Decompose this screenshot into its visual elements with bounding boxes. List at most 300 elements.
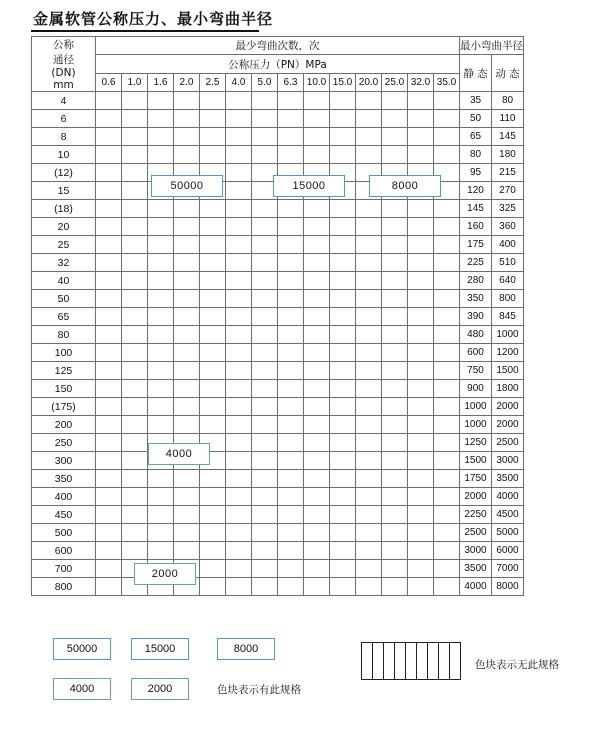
static-radius-cell: 65	[460, 128, 492, 146]
pn-fill-cell	[434, 146, 460, 164]
pn-fill-cell	[200, 362, 226, 380]
pn-fill-cell	[434, 398, 460, 416]
pn-fill-cell	[96, 560, 122, 578]
pn-fill-cell	[226, 182, 252, 200]
pn-value-cell: 6.3	[278, 74, 304, 92]
pn-fill-cell	[174, 380, 200, 398]
legend-swatch: 15000	[131, 638, 189, 660]
pn-fill-cell	[278, 416, 304, 434]
pn-fill-cell	[174, 218, 200, 236]
table-row	[32, 542, 524, 560]
pn-fill-cell	[330, 560, 356, 578]
static-radius-cell: 2000	[460, 488, 492, 506]
pn-fill-cell	[330, 578, 356, 596]
dynamic-radius-cell: 510	[492, 254, 524, 272]
pn-fill-cell	[330, 434, 356, 452]
pn-fill-cell	[356, 128, 382, 146]
pn-fill-cell	[408, 578, 434, 596]
pn-fill-cell	[434, 380, 460, 398]
pn-fill-cell	[434, 344, 460, 362]
dn-cell: 10	[32, 146, 96, 164]
dn-cell: 800	[32, 578, 96, 596]
static-radius-cell: 1500	[460, 452, 492, 470]
pn-fill-cell	[96, 578, 122, 596]
pn-fill-cell	[382, 362, 408, 380]
pn-fill-cell	[408, 200, 434, 218]
pn-fill-cell	[226, 416, 252, 434]
pn-fill-cell	[278, 542, 304, 560]
pn-fill-cell	[434, 416, 460, 434]
pn-fill-cell	[226, 398, 252, 416]
pn-fill-cell	[330, 452, 356, 470]
pn-fill-cell	[330, 380, 356, 398]
pn-fill-cell	[330, 398, 356, 416]
pn-fill-cell	[96, 344, 122, 362]
static-radius-cell: 480	[460, 326, 492, 344]
pn-fill-cell	[408, 398, 434, 416]
static-radius-cell: 280	[460, 272, 492, 290]
pn-fill-cell	[148, 470, 174, 488]
pn-fill-cell	[226, 218, 252, 236]
pn-fill-cell	[408, 380, 434, 398]
static-radius-cell: 50	[460, 110, 492, 128]
dn-header-line-1: 公称	[53, 39, 74, 51]
pn-fill-cell	[382, 254, 408, 272]
pn-fill-cell	[252, 578, 278, 596]
pn-fill-cell	[382, 218, 408, 236]
pn-fill-cell	[304, 290, 330, 308]
dn-cell: 40	[32, 272, 96, 290]
pn-fill-cell	[356, 524, 382, 542]
dynamic-radius-cell: 2500	[492, 434, 524, 452]
pn-fill-cell	[278, 470, 304, 488]
spec-table-container	[31, 36, 524, 596]
pn-value-row	[32, 74, 524, 92]
pn-fill-cell	[304, 506, 330, 524]
pn-fill-cell	[148, 236, 174, 254]
dynamic-radius-cell: 5000	[492, 524, 524, 542]
pn-fill-cell	[304, 92, 330, 110]
pn-fill-cell	[278, 380, 304, 398]
pn-fill-cell	[252, 470, 278, 488]
pn-fill-cell	[408, 92, 434, 110]
pn-fill-cell	[200, 308, 226, 326]
pn-fill-cell	[122, 164, 148, 182]
pn-fill-cell	[96, 110, 122, 128]
pn-fill-cell	[356, 542, 382, 560]
pn-header: 公称压力（PN）MPa	[96, 55, 460, 74]
dynamic-radius-cell: 6000	[492, 542, 524, 560]
static-radius-cell: 175	[460, 236, 492, 254]
static-radius-cell: 4000	[460, 578, 492, 596]
pn-fill-cell	[304, 236, 330, 254]
dynamic-radius-cell: 270	[492, 182, 524, 200]
pn-fill-cell	[356, 254, 382, 272]
pn-fill-cell	[96, 452, 122, 470]
pn-fill-cell	[356, 344, 382, 362]
pn-fill-cell	[252, 326, 278, 344]
pn-fill-cell	[148, 398, 174, 416]
pn-fill-cell	[200, 128, 226, 146]
pn-fill-cell	[226, 578, 252, 596]
dynamic-radius-cell: 180	[492, 146, 524, 164]
pn-fill-cell	[96, 164, 122, 182]
pn-fill-cell	[122, 128, 148, 146]
pn-fill-cell	[304, 254, 330, 272]
pn-fill-cell	[356, 146, 382, 164]
pn-fill-cell	[434, 452, 460, 470]
pn-fill-cell	[122, 218, 148, 236]
page-title: 金属软管公称压力、最小弯曲半径	[33, 10, 274, 28]
table-row	[32, 470, 524, 488]
pn-fill-cell	[330, 92, 356, 110]
pn-fill-cell	[330, 308, 356, 326]
pn-fill-cell	[148, 254, 174, 272]
pn-fill-cell	[174, 110, 200, 128]
pn-fill-cell	[96, 326, 122, 344]
table-row	[32, 254, 524, 272]
dn-cell: 25	[32, 236, 96, 254]
legend-color-note: 色块表示有此规格	[217, 684, 301, 696]
pn-fill-cell	[382, 146, 408, 164]
pn-fill-cell	[252, 236, 278, 254]
pn-fill-cell	[122, 110, 148, 128]
dynamic-radius-cell: 1800	[492, 380, 524, 398]
pn-fill-cell	[434, 290, 460, 308]
pn-fill-cell	[174, 254, 200, 272]
pn-fill-cell	[408, 434, 434, 452]
pn-fill-cell	[174, 326, 200, 344]
callout-label: 8000	[369, 175, 441, 197]
table-row	[32, 380, 524, 398]
pn-fill-cell	[200, 290, 226, 308]
pn-fill-cell	[96, 434, 122, 452]
pn-fill-cell	[356, 578, 382, 596]
pn-fill-cell	[174, 362, 200, 380]
pn-fill-cell	[304, 452, 330, 470]
table-row	[32, 236, 524, 254]
dn-cell: 20	[32, 218, 96, 236]
pn-fill-cell	[278, 254, 304, 272]
pn-fill-cell	[226, 560, 252, 578]
pn-fill-cell	[200, 344, 226, 362]
pn-fill-cell	[330, 416, 356, 434]
dn-cell: 80	[32, 326, 96, 344]
pn-fill-cell	[200, 146, 226, 164]
dn-cell: 150	[32, 380, 96, 398]
pn-fill-cell	[122, 308, 148, 326]
pn-fill-cell	[252, 146, 278, 164]
pn-fill-cell	[434, 254, 460, 272]
pn-value-cell: 1.0	[122, 74, 148, 92]
pn-fill-cell	[148, 146, 174, 164]
pn-fill-cell	[122, 254, 148, 272]
dn-cell: 15	[32, 182, 96, 200]
pn-fill-cell	[226, 272, 252, 290]
pn-fill-cell	[174, 344, 200, 362]
pn-fill-cell	[96, 182, 122, 200]
pn-fill-cell	[96, 308, 122, 326]
table-row	[32, 146, 524, 164]
pn-fill-cell	[96, 488, 122, 506]
pn-fill-cell	[148, 524, 174, 542]
pn-fill-cell	[96, 416, 122, 434]
pn-fill-cell	[278, 434, 304, 452]
table-body	[32, 92, 524, 596]
table-row	[32, 200, 524, 218]
pn-fill-cell	[408, 146, 434, 164]
static-radius-cell: 160	[460, 218, 492, 236]
pn-fill-cell	[278, 218, 304, 236]
dynamic-radius-cell: 2000	[492, 398, 524, 416]
table-row	[32, 452, 524, 470]
table-row	[32, 362, 524, 380]
pn-fill-cell	[226, 200, 252, 218]
dynamic-radius-cell: 8000	[492, 578, 524, 596]
pn-fill-cell	[382, 272, 408, 290]
pn-fill-cell	[434, 92, 460, 110]
pn-fill-cell	[122, 434, 148, 452]
pn-fill-cell	[382, 506, 408, 524]
callout-label: 4000	[148, 443, 210, 465]
dn-cell: 350	[32, 470, 96, 488]
pn-fill-cell	[356, 362, 382, 380]
pn-fill-cell	[356, 416, 382, 434]
pn-fill-cell	[96, 506, 122, 524]
pn-fill-cell	[122, 92, 148, 110]
pn-fill-cell	[252, 434, 278, 452]
pn-fill-cell	[148, 542, 174, 560]
dn-cell: 8	[32, 128, 96, 146]
pn-fill-cell	[408, 524, 434, 542]
pn-fill-cell	[434, 308, 460, 326]
pn-fill-cell	[278, 272, 304, 290]
pn-fill-cell	[148, 290, 174, 308]
pn-fill-cell	[330, 146, 356, 164]
pn-fill-cell	[356, 92, 382, 110]
dn-cell: (18)	[32, 200, 96, 218]
dn-cell: 6	[32, 110, 96, 128]
pn-fill-cell	[304, 542, 330, 560]
pn-fill-cell	[96, 380, 122, 398]
dn-cell: 200	[32, 416, 96, 434]
pn-fill-cell	[408, 128, 434, 146]
dn-cell: 500	[32, 524, 96, 542]
pn-fill-cell	[408, 272, 434, 290]
pn-value-cell: 15.0	[330, 74, 356, 92]
pn-fill-cell	[408, 362, 434, 380]
static-radius-cell: 1250	[460, 434, 492, 452]
pn-fill-cell	[148, 92, 174, 110]
dynamic-radius-cell: 3500	[492, 470, 524, 488]
pn-fill-cell	[226, 92, 252, 110]
pn-fill-cell	[434, 128, 460, 146]
pn-fill-cell	[252, 110, 278, 128]
pn-fill-cell	[252, 290, 278, 308]
static-radius-cell: 900	[460, 380, 492, 398]
pn-fill-cell	[408, 344, 434, 362]
static-radius-cell: 145	[460, 200, 492, 218]
pn-fill-cell	[356, 506, 382, 524]
pn-fill-cell	[226, 434, 252, 452]
pn-fill-cell	[434, 542, 460, 560]
pn-fill-cell	[278, 398, 304, 416]
pn-fill-cell	[148, 380, 174, 398]
dn-cell: 400	[32, 488, 96, 506]
pn-fill-cell	[122, 344, 148, 362]
pn-fill-cell	[200, 272, 226, 290]
pn-fill-cell	[304, 218, 330, 236]
dn-cell: 700	[32, 560, 96, 578]
pn-fill-cell	[174, 146, 200, 164]
dn-cell: (175)	[32, 398, 96, 416]
pn-fill-cell	[382, 434, 408, 452]
pn-fill-cell	[434, 578, 460, 596]
pn-value-cell: 5.0	[252, 74, 278, 92]
pn-fill-cell	[382, 110, 408, 128]
dynamic-radius-cell: 800	[492, 290, 524, 308]
pn-fill-cell	[434, 362, 460, 380]
static-radius-cell: 80	[460, 146, 492, 164]
legend-swatch: 2000	[131, 678, 189, 700]
callout-label: 50000	[151, 175, 223, 197]
pn-fill-cell	[304, 470, 330, 488]
dynamic-radius-cell: 325	[492, 200, 524, 218]
pn-fill-cell	[278, 92, 304, 110]
dynamic-radius-cell: 3000	[492, 452, 524, 470]
dynamic-radius-cell: 1500	[492, 362, 524, 380]
pn-fill-cell	[200, 380, 226, 398]
pn-fill-cell	[434, 524, 460, 542]
pn-fill-cell	[434, 200, 460, 218]
pn-value-cell: 2.0	[174, 74, 200, 92]
pn-fill-cell	[382, 200, 408, 218]
table-row	[32, 578, 524, 596]
pn-fill-cell	[96, 542, 122, 560]
pn-fill-cell	[174, 398, 200, 416]
pn-fill-cell	[252, 398, 278, 416]
table-row	[32, 344, 524, 362]
pn-fill-cell	[382, 452, 408, 470]
pn-fill-cell	[434, 326, 460, 344]
pn-fill-cell	[174, 128, 200, 146]
static-radius-cell: 35	[460, 92, 492, 110]
dn-cell: 300	[32, 452, 96, 470]
pn-fill-cell	[356, 470, 382, 488]
pn-fill-cell	[408, 218, 434, 236]
pn-fill-cell	[96, 524, 122, 542]
pn-fill-cell	[96, 218, 122, 236]
static-radius-cell: 120	[460, 182, 492, 200]
pn-fill-cell	[122, 452, 148, 470]
dynamic-radius-cell: 7000	[492, 560, 524, 578]
pn-fill-cell	[382, 542, 408, 560]
pn-fill-cell	[356, 272, 382, 290]
dn-cell: 65	[32, 308, 96, 326]
pn-fill-cell	[148, 416, 174, 434]
pn-fill-cell	[330, 542, 356, 560]
pn-fill-cell	[148, 272, 174, 290]
pn-fill-cell	[382, 92, 408, 110]
pn-value-cell: 0.6	[96, 74, 122, 92]
pn-fill-cell	[382, 380, 408, 398]
pn-fill-cell	[356, 488, 382, 506]
static-radius-cell: 390	[460, 308, 492, 326]
pn-fill-cell	[408, 470, 434, 488]
pn-fill-cell	[226, 362, 252, 380]
static-radius-cell: 1000	[460, 398, 492, 416]
dn-header-line-2: 通径	[53, 54, 74, 66]
pn-fill-cell	[408, 542, 434, 560]
pn-fill-cell	[96, 92, 122, 110]
pn-fill-cell	[356, 218, 382, 236]
table-row	[32, 110, 524, 128]
pn-fill-cell	[434, 488, 460, 506]
pn-fill-cell	[278, 578, 304, 596]
pn-fill-cell	[200, 92, 226, 110]
pn-fill-cell	[148, 110, 174, 128]
pn-fill-cell	[122, 326, 148, 344]
pn-fill-cell	[96, 470, 122, 488]
dn-header-cell	[32, 37, 96, 92]
pn-value-cell: 10.0	[304, 74, 330, 92]
pn-fill-cell	[356, 326, 382, 344]
pn-fill-cell	[408, 560, 434, 578]
pn-value-cell: 35.0	[434, 74, 460, 92]
pn-fill-cell	[200, 110, 226, 128]
pn-fill-cell	[382, 236, 408, 254]
pn-fill-cell	[252, 488, 278, 506]
pn-fill-cell	[226, 290, 252, 308]
pn-fill-cell	[226, 326, 252, 344]
dn-cell: 450	[32, 506, 96, 524]
pn-value-cell: 1.6	[148, 74, 174, 92]
pn-fill-cell	[330, 272, 356, 290]
legend-swatch: 50000	[53, 638, 111, 660]
dynamic-radius-cell: 145	[492, 128, 524, 146]
pn-fill-cell	[226, 506, 252, 524]
static-radius-cell: 350	[460, 290, 492, 308]
pn-fill-cell	[330, 470, 356, 488]
pn-fill-cell	[148, 488, 174, 506]
pn-fill-cell	[200, 416, 226, 434]
static-radius-cell: 600	[460, 344, 492, 362]
pn-fill-cell	[122, 200, 148, 218]
dynamic-radius-cell: 1200	[492, 344, 524, 362]
pn-fill-cell	[304, 380, 330, 398]
pn-fill-cell	[96, 272, 122, 290]
pn-fill-cell	[226, 344, 252, 362]
pn-fill-cell	[122, 362, 148, 380]
dn-cell: 4	[32, 92, 96, 110]
pn-fill-cell	[330, 362, 356, 380]
pn-fill-cell	[434, 110, 460, 128]
pn-fill-cell	[200, 506, 226, 524]
pn-fill-cell	[278, 452, 304, 470]
pn-fill-cell	[278, 524, 304, 542]
pn-fill-cell	[148, 308, 174, 326]
pn-fill-cell	[148, 326, 174, 344]
pn-fill-cell	[200, 398, 226, 416]
legend-blank-note: 色块表示无此规格	[475, 659, 559, 671]
pn-fill-cell	[382, 560, 408, 578]
static-radius-cell: 750	[460, 362, 492, 380]
pn-fill-cell	[122, 542, 148, 560]
legend-blank-swatch	[361, 642, 461, 680]
dynamic-radius-cell: 4500	[492, 506, 524, 524]
pn-fill-cell	[174, 236, 200, 254]
table-header	[32, 37, 524, 92]
